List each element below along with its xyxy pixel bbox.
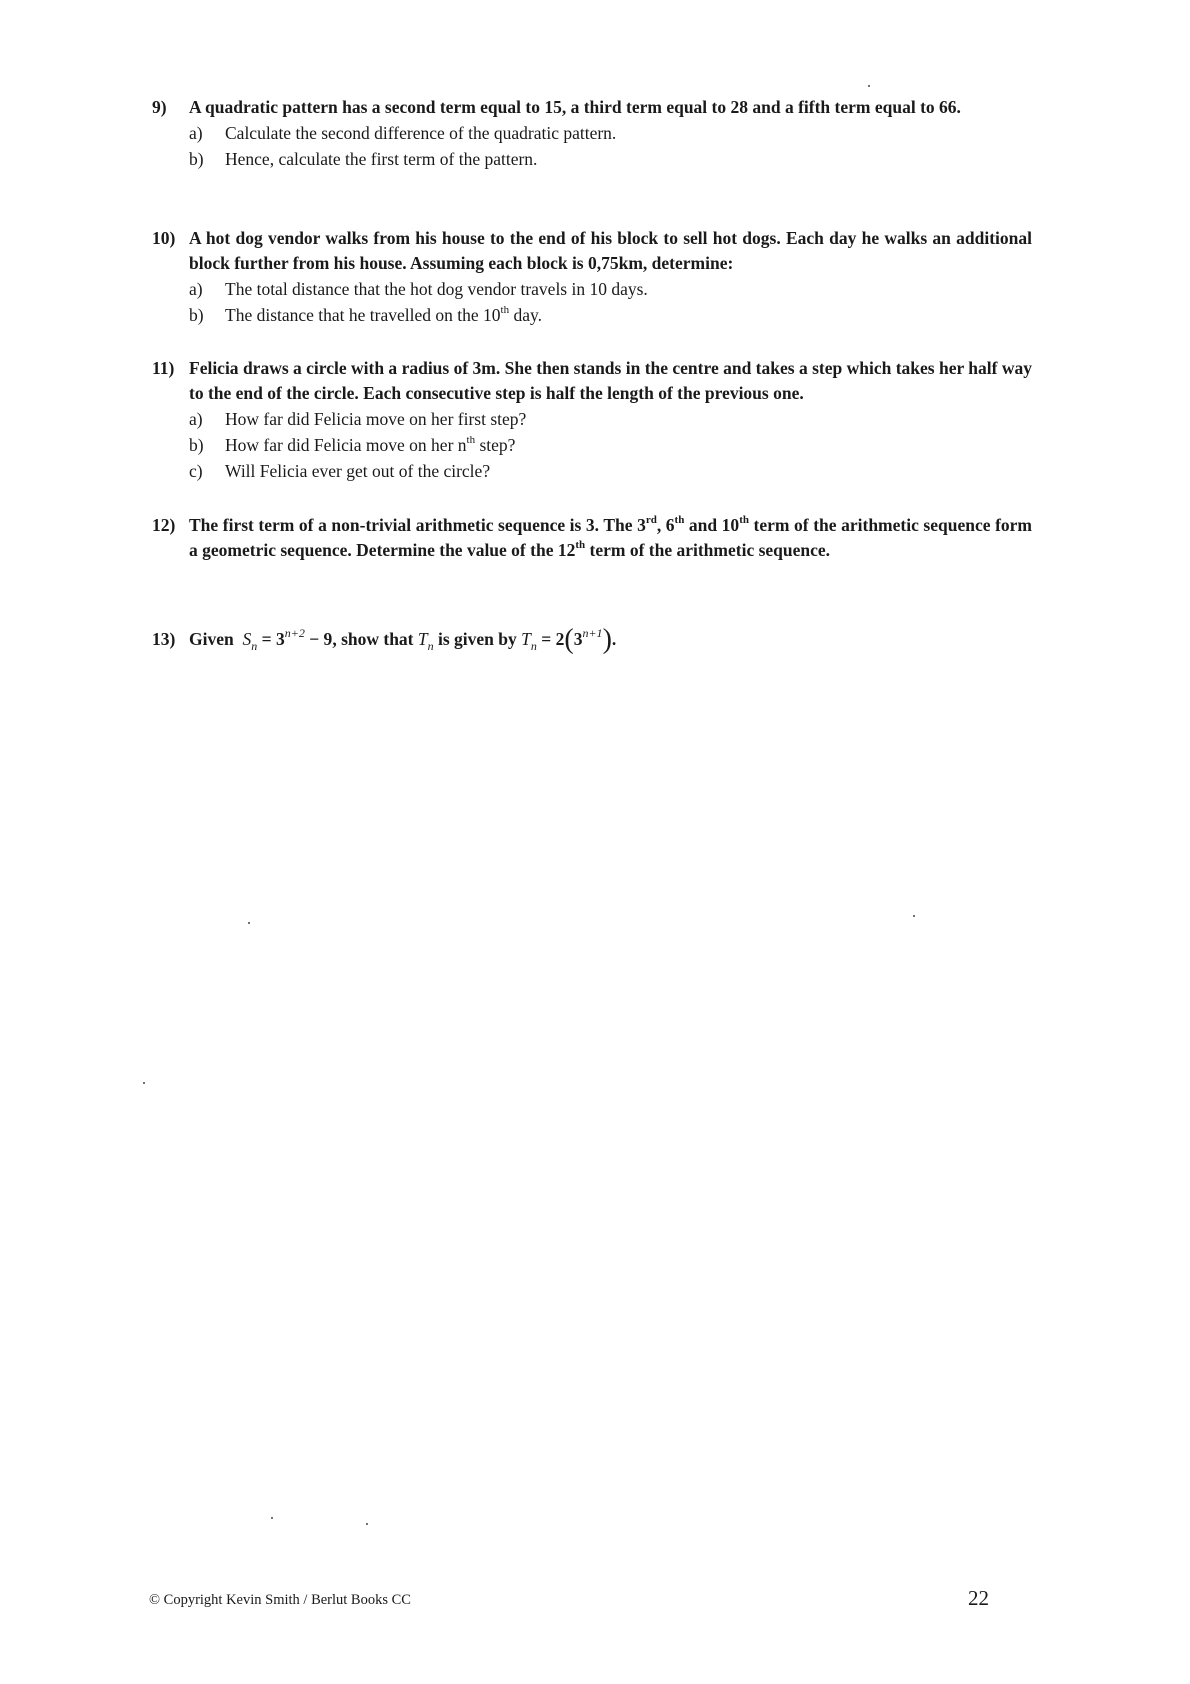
part-label: a) [189, 123, 203, 143]
sum-equals: = 3 [257, 629, 285, 649]
question-13 [152, 624, 1032, 655]
question-9a [152, 120, 1032, 146]
part-label: b) [189, 435, 204, 455]
sum-tail: − 9 [304, 629, 333, 649]
question-10-stem [152, 226, 1032, 276]
question-9b [152, 146, 1032, 172]
question-9-stem [152, 95, 1032, 120]
part-text: Calculate the second difference of the quadratic pattern. [225, 123, 617, 143]
sum-formula [238, 626, 333, 653]
right-paren: ) [602, 624, 612, 655]
question-11a [152, 406, 1032, 432]
part-text-before: The distance that he travelled on the 10 [225, 305, 501, 325]
question-12-stem [152, 513, 1032, 563]
part-text: Will Felicia ever get out of the circle? [225, 461, 491, 481]
question-number: 11) [152, 358, 175, 378]
question-number: 10) [152, 228, 176, 248]
term-equals: = 2 [536, 629, 565, 649]
ordinal-suffix: rd [645, 514, 657, 527]
question-text: Felicia draws a circle with a radius of 3m. She then stands in the centre and takes a step which takes her half way to the end of the circle. Each consecutive step is half the length of the previous one. [189, 358, 1032, 403]
question-number: 9) [152, 97, 167, 117]
question-11b [152, 432, 1032, 458]
part-label: c) [189, 461, 203, 481]
part-text-after: step? [475, 435, 516, 455]
part-label: b) [189, 305, 204, 325]
part-text: How far did Felicia move on her first step? [225, 409, 527, 429]
scan-speck [868, 85, 870, 87]
ordinal-suffix: th [739, 514, 749, 527]
question-text-part: The first term of a non-trivial arithmetic sequence is 3. The 3 [189, 515, 646, 535]
question-text-part: , 6 [656, 515, 675, 535]
question-10a [152, 276, 1032, 302]
question-text-part: term of the arithmetic sequence form a geometric sequence. Determine the value of the 12 [189, 515, 1033, 560]
term-letter: T [417, 629, 428, 649]
term-base: 3 [573, 629, 583, 649]
question-9 [152, 95, 1032, 172]
part-label: a) [189, 279, 203, 299]
end-period: . [611, 629, 617, 649]
question-text: A quadratic pattern has a second term equal to 15, a third term equal to 28 and a fifth term equal to 66. [189, 97, 961, 117]
question-number: 13) [152, 629, 176, 649]
question-text-part: and 10 [684, 515, 740, 535]
question-text-part: term of the arithmetic sequence. [585, 540, 831, 560]
question-11c [152, 458, 1032, 484]
part-text: The total distance that the hot dog vendor travels in 10 days. [225, 279, 648, 299]
part-text-before: How far did Felicia move on her n [225, 435, 467, 455]
term-letter: T [521, 629, 531, 649]
copyright-footer: © Copyright Kevin Smith / Berlut Books CC [149, 1592, 411, 1608]
question-11-stem [152, 356, 1032, 406]
part-text: Hence, calculate the first term of the pattern. [225, 149, 538, 169]
scan-speck [366, 1523, 368, 1525]
term-index: n [427, 639, 434, 653]
scan-speck [143, 1082, 145, 1084]
left-paren: ( [564, 624, 574, 655]
term-exponent: n+1 [582, 626, 603, 640]
part-text-after: day. [509, 305, 542, 325]
ordinal-suffix: th [500, 304, 510, 317]
given-word: Given [189, 629, 234, 649]
scan-speck [248, 922, 250, 924]
ordinal-suffix: th [466, 434, 476, 447]
ordinal-suffix: th [674, 514, 685, 527]
question-13-stem [152, 624, 1032, 655]
question-11 [152, 356, 1032, 484]
term-symbol [417, 629, 434, 653]
sum-symbol: S [242, 629, 252, 649]
question-number: 12) [152, 515, 176, 535]
show-that-text: , show that [332, 629, 414, 649]
part-label: a) [189, 409, 203, 429]
sum-index: n [251, 639, 258, 653]
question-10 [152, 226, 1032, 328]
scan-speck [913, 915, 915, 917]
scan-speck [271, 1517, 273, 1519]
question-text: A hot dog vendor walks from his house to the end of his block to sell hot dogs. Each day he walks an additional block further from his house. Assuming each block is 0,75km, determine: [189, 228, 1032, 273]
sum-exponent: n+2 [284, 626, 305, 640]
is-given-by-text: is given by [438, 629, 517, 649]
term-formula [521, 624, 612, 655]
ordinal-suffix: th [575, 539, 586, 552]
question-10b [152, 302, 1032, 328]
term-index: n [530, 639, 537, 653]
part-label: b) [189, 149, 204, 169]
question-12 [152, 513, 1032, 563]
page-number: 22 [968, 1586, 989, 1610]
